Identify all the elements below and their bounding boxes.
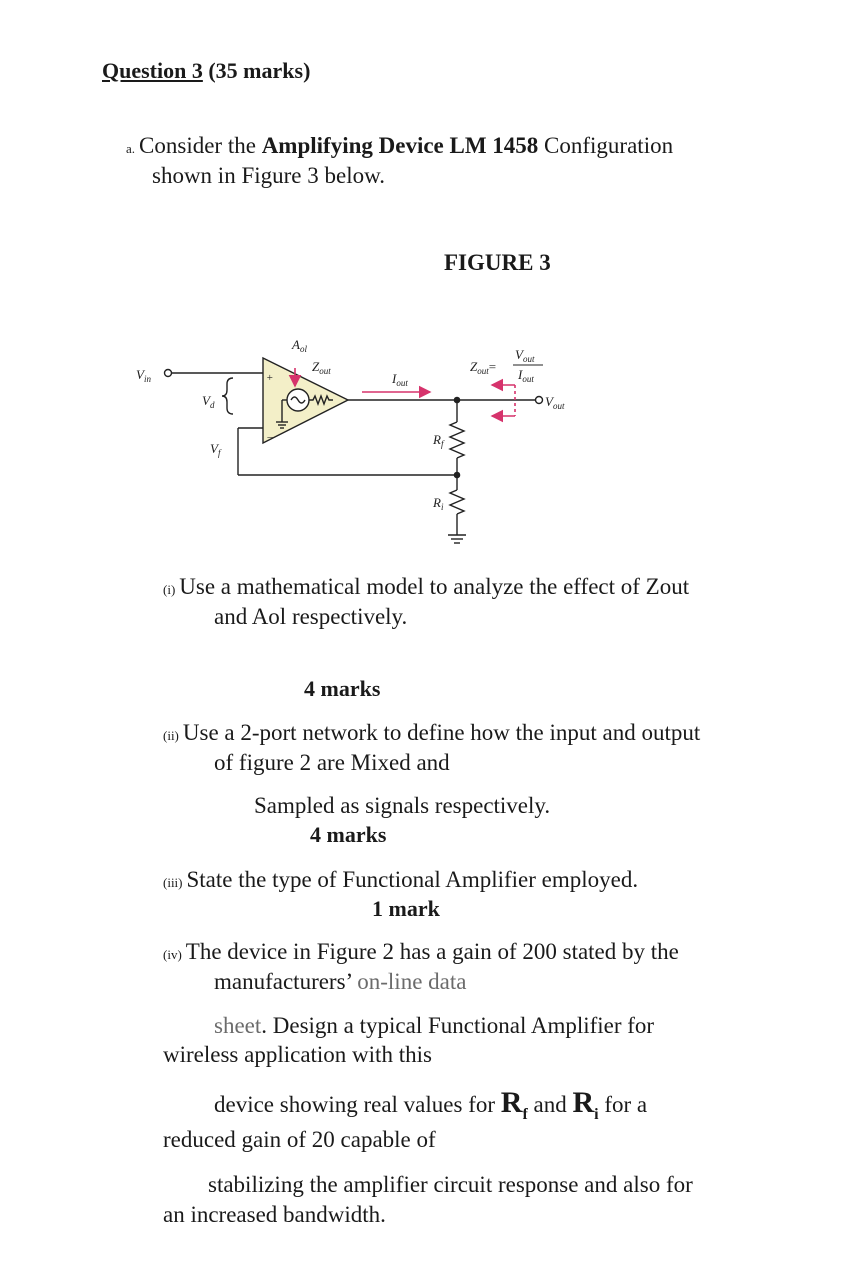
q2-number: (ii): [163, 728, 179, 743]
q4-line-3: sheet. Design a typical Functional Amplifier for: [214, 1013, 655, 1038]
q3-line-1: (iii) State the type of Functional Amplifier employed.: [163, 867, 639, 892]
ri-resistor: [450, 490, 464, 514]
q3-marks: 1 mark: [372, 896, 440, 921]
q4-number: (iv): [163, 947, 182, 962]
q4-line-1: (iv) The device in Figure 2 has a gain of 200 stated by the: [163, 939, 679, 964]
q4-line-6: reduced gain of 20 capable of: [163, 1127, 436, 1152]
q2-line-3: Sampled as signals respectively.: [254, 793, 551, 818]
online-data-link[interactable]: on-line data: [357, 969, 467, 994]
plus-sign: +: [266, 372, 274, 384]
part-a-line-2: shown in Figure 3 below.: [152, 163, 385, 188]
fraction-denominator: $I_{out}$: [518, 367, 534, 384]
q4-line-4: wireless application with this: [163, 1042, 432, 1067]
question-marks: (35 marks): [208, 58, 311, 83]
minus-sign: −: [266, 432, 274, 444]
vout-label: $V_{out}$: [545, 394, 565, 411]
rf-label: $R_f$: [433, 432, 444, 449]
question-heading: [102, 58, 310, 84]
q4-line-2: manufacturers’ on-line data: [214, 969, 467, 994]
ri-label: $R_i$: [433, 495, 444, 512]
vd-brace: [222, 378, 233, 414]
q3-number: (iii): [163, 875, 183, 890]
zout-internal-label: $Z_{out}$: [312, 359, 331, 376]
part-a-line-1: a. Consider the Amplifying Device LM 1458 Configuration: [126, 133, 674, 158]
q1-marks: 4 marks: [304, 676, 381, 701]
iout-label: $I_{out}$: [392, 371, 408, 388]
device-name: Amplifying Device LM 1458: [261, 133, 539, 158]
vin-label: $V_{in}$: [136, 367, 151, 384]
q4-line-8: an increased bandwidth.: [163, 1202, 386, 1227]
sheet-link[interactable]: sheet: [214, 1013, 262, 1038]
rf-resistor: [450, 422, 464, 458]
vd-label: $V_d$: [202, 393, 215, 410]
q2-line-2: of figure 2 are Mixed and: [214, 750, 450, 775]
ri-symbol: $R_i$: [572, 1086, 599, 1123]
aol-label: $A_{ol}$: [292, 337, 307, 354]
q4-line-5: device showing real values for $R_f$ and $R_i$ for a: [214, 1086, 648, 1123]
part-a-label: a.: [126, 141, 136, 156]
figure-title: FIGURE 3: [444, 250, 551, 275]
q4-line-7: stabilizing the amplifier circuit response and also for: [208, 1172, 693, 1197]
vin-terminal: [165, 370, 172, 377]
q1-line-2: and Aol respectively.: [214, 604, 408, 629]
q1-line-1: (i) Use a mathematical model to analyze the effect of Zout: [163, 574, 690, 599]
rf-symbol: $R_f$: [500, 1086, 528, 1123]
zout-equation-label: $Z_{out}=$: [470, 359, 497, 376]
vf-label: $V_f$: [210, 441, 221, 458]
circuit-diagram: [130, 330, 600, 560]
vout-terminal: [536, 397, 543, 404]
fraction-numerator: $V_{out}$: [515, 347, 535, 364]
question-number: Question 3: [102, 58, 203, 83]
q1-number: (i): [163, 582, 176, 597]
q2-line-1: (ii) Use a 2-port network to define how the input and output: [163, 720, 701, 745]
q2-marks: 4 marks: [310, 822, 387, 847]
